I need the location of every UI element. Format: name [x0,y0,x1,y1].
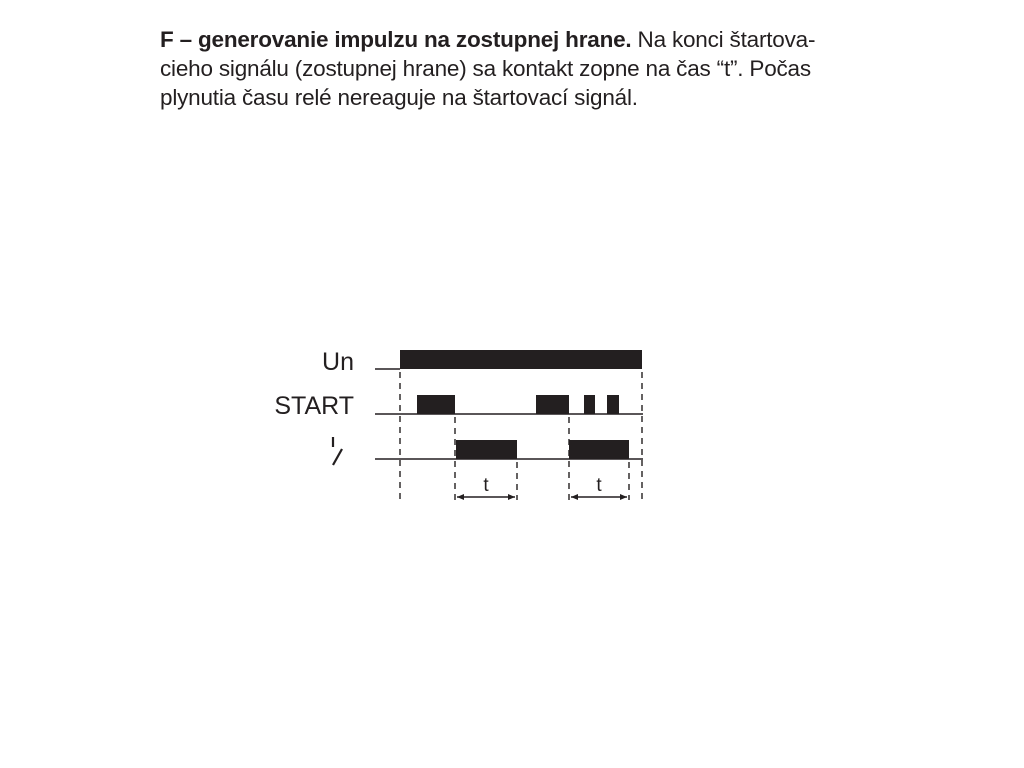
un-active-bar [400,350,642,369]
start-pulse [607,395,619,414]
signal-label-un: Un [322,348,354,376]
un-signal [375,350,642,369]
start-pulse [536,395,569,414]
time-label: t [596,475,602,496]
time-interval-2 [571,475,627,500]
time-interval-1 [457,475,515,500]
start-pulse [417,395,455,414]
signal-label-start: START [274,392,354,420]
function-title: F – generovanie impulzu na zostupnej hrane. [160,27,632,52]
description-text-3: plynutia času relé nereaguje na štartovací signál. [160,85,638,110]
time-label: t [483,475,489,496]
relay-contact-icon [333,437,342,465]
output-pulse [569,440,629,459]
description-text-2: cieho signálu (zostupnej hrane) sa kontakt zopne na čas “t”. Počas [160,56,811,81]
output-signal [375,440,643,459]
start-pulse [584,395,595,414]
time-markers [400,372,642,500]
start-signal [375,395,643,414]
description-text-1: Na konci štartova- [631,27,816,52]
output-pulse [456,440,517,459]
